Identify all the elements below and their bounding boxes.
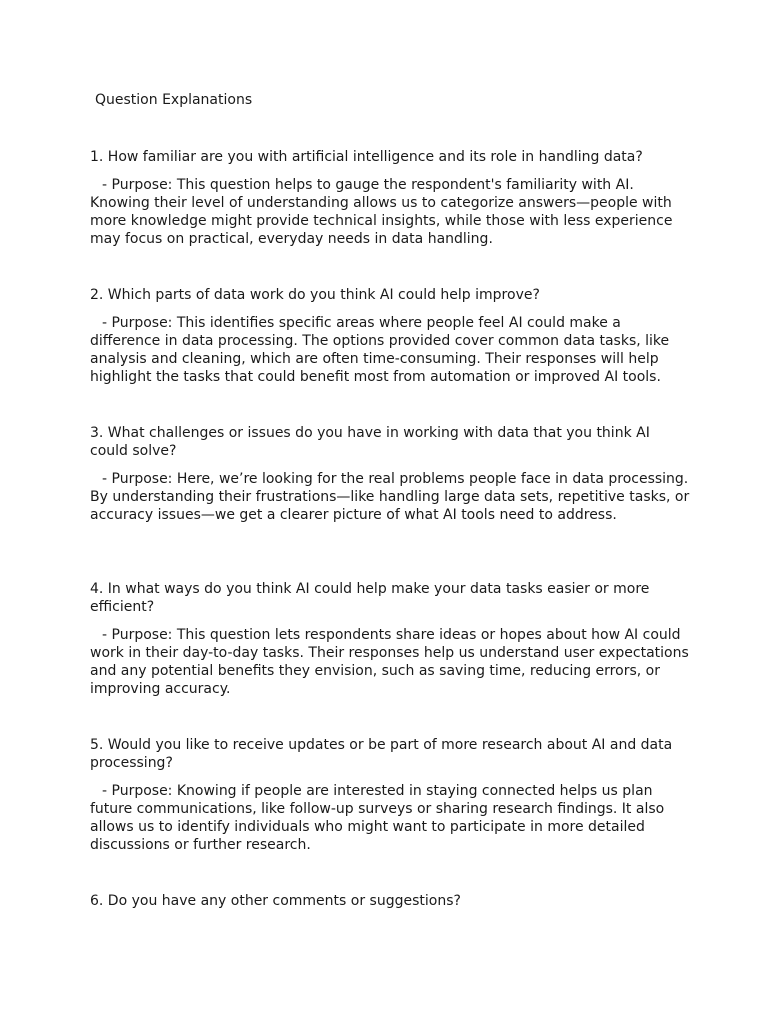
- question-text: 1. How familiar are you with artificial intelligence and its role in handling data?: [90, 149, 643, 165]
- question-text: 5. Would you like to receive updates or be part of more research about AI and data processing?: [90, 737, 673, 771]
- purpose-text: - Purpose: This question helps to gauge the respondent's familiarity with AI. Knowing their level of understanding allows us to categorize answers—people with more knowledge might provide technical insights, while those with less experience may focus on practical, everyday needs in data handling.: [90, 177, 673, 247]
- purpose-text: - Purpose: This question lets respondents share ideas or hopes about how AI could work in their day-to-day tasks. Their responses help us understand user expectations and any potential benefits they envision, such as saving time, reducing errors, or improving accuracy.: [90, 627, 689, 697]
- purpose-text: - Purpose: This identifies specific areas where people feel AI could make a difference in data processing. The options provided cover common data tasks, like analysis and cleaning, which are often time-consuming. Their responses will help highlight the tasks that could benefit most from automation or improved AI tools.: [90, 315, 670, 385]
- question-text: 6. Do you have any other comments or suggestions?: [90, 893, 461, 909]
- purpose-text: - Purpose: Here, we’re looking for the real problems people face in data processing. By understanding their frustrations—like handling large data sets, repetitive tasks, or accuracy issues—we get a clearer picture of what AI tools need to address.: [90, 471, 690, 523]
- document-title: Question Explanations: [95, 92, 253, 108]
- question-block-5: [90, 736, 690, 854]
- question-block-1: [90, 148, 690, 248]
- question-block-3: [90, 424, 690, 524]
- question-block-2: [90, 286, 690, 386]
- question-text: 4. In what ways do you think AI could help make your data tasks easier or more efficient?: [90, 581, 650, 615]
- question-block-4: [90, 580, 690, 698]
- question-text: 2. Which parts of data work do you think AI could help improve?: [90, 287, 540, 303]
- question-block-6: [90, 892, 690, 910]
- question-text: 3. What challenges or issues do you have in working with data that you think AI could solve?: [90, 425, 650, 459]
- purpose-text: - Purpose: Knowing if people are interested in staying connected helps us plan future communications, like follow-up surveys or sharing research findings. It also allows us to identify individuals who might want to participate in more detailed discussions or further research.: [90, 783, 665, 853]
